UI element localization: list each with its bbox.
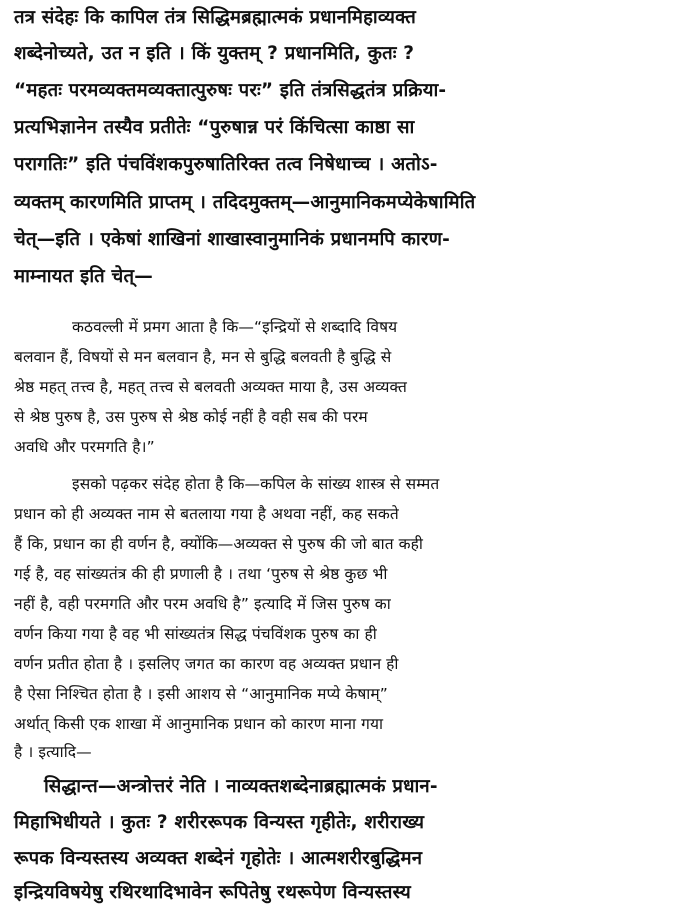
hindi-line: गई है, वह सांख्यतंत्र की ही प्रणाली है । तथा ‘पुरुष से श्रेष्ठ कुछ भी: [14, 565, 388, 583]
sanskrit-line: मिहाभिधीयते । कुतः ? शरीररूपक विन्यस्त गृहीतेः, शरीराख्य: [14, 812, 425, 833]
hindi-line: नहीं है, वही परमगति और परम अवधि है” इत्यादि में जिस पुरुष का: [14, 595, 391, 613]
hindi-line: हैं कि, प्रधान का ही वर्णन है, क्योंकि—अव्यक्त से पुरुष की जो बात कही: [14, 535, 424, 553]
hindi-line: है । इत्यादि—: [14, 743, 92, 761]
hindi-line: वर्णन किया गया है वह भी सांख्यतंत्र सिद्ध पंचविंशक पुरुष का ही: [14, 625, 377, 643]
hindi-line: है ऐसा निश्चित होता है । इसी आशय से “आनुमानिक मप्ये केषाम्”: [14, 685, 388, 703]
sanskrit-line: इन्द्रियविषयेषु रथिरथादिभावेन रूपितेषु रथरूपेण विन्यस्तस्य: [14, 882, 411, 903]
hindi-line: वर्णन प्रतीत होता है । इसलिए जगत का कारण वह अव्यक्त प्रधान ही: [14, 655, 399, 673]
sanskrit-line: प्रत्यभिज्ञानेन तस्यैव प्रतीतेः “पुरुषान्न परं किंचित्सा काष्ठा सा: [14, 117, 415, 138]
hindi-line: से श्रेष्ठ पुरुष है, उस पुरुष से श्रेष्ठ कोई नहीं है वही सब की परम: [14, 408, 368, 426]
hindi-line: श्रेष्ठ महत् तत्त्व है, महत् तत्त्व से बलवती अव्यक्त माया है, उस अव्यक्त: [14, 378, 407, 396]
sanskrit-line: माम्नायत इति चेत्—: [14, 266, 153, 287]
sanskrit-line: व्यक्तम् कारणमिति प्राप्तम् । तदिदमुक्तम्—आनुमानिकमप्येकेषामिति: [14, 192, 476, 213]
sanskrit-line: परागतिः” इति पंचविंशकपुरुषातिरिक्त तत्व निषेधाच्च । अतोऽ-: [14, 154, 438, 175]
hindi-line: कठवल्ली में प्रमग आता है कि—“इन्द्रियों से शब्दादि विषय: [72, 318, 398, 336]
sanskrit-line: चेत्—इति । एकेषां शाखिनां शाखास्वानुमानिकं प्रधानमपि कारण-: [14, 229, 451, 250]
sanskrit-line: शब्देनोच्यते, उत न इति । किं युक्तम् ? प्रधानमिति, कुतः ?: [14, 43, 415, 64]
sanskrit-line: तत्र संदेहः कि कापिल तंत्र सिद्धिमब्रह्मात्मकं प्रधानमिहाव्यक्त: [14, 7, 417, 28]
hindi-line: इसको पढ़कर संदेह होता है कि—कपिल के सांख्य शास्त्र से सम्मत: [72, 475, 440, 493]
hindi-line: अर्थात् किसी एक शाखा में आनुमानिक प्रधान को कारण माना गया: [14, 715, 384, 733]
hindi-line: बलवान हैं, विषयों से मन बलवान है, मन से बुद्धि बलवती है बुद्धि से: [14, 348, 392, 366]
sanskrit-line: “महतः परमव्यक्तमव्यक्तात्पुरुषः परः” इति तंत्रसिद्धतंत्र प्रक्रिया-: [14, 80, 447, 101]
sanskrit-line: रूपक विन्यस्तस्य अव्यक्त शब्देनं गृहोतेः । आत्मशरीरबुद्धिमन: [14, 848, 423, 869]
hindi-line: अवधि और परमगति है।”: [14, 438, 155, 456]
sanskrit-line: सिद्धान्त—अन्त्रोत्तरं नेति । नाव्यक्तशब्देनाब्रह्मात्मकं प्रधान-: [44, 776, 438, 797]
hindi-line: प्रधान को ही अव्यक्त नाम से बतलाया गया है अथवा नहीं, कह सकते: [14, 505, 399, 523]
document-page: [14, 6, 666, 906]
